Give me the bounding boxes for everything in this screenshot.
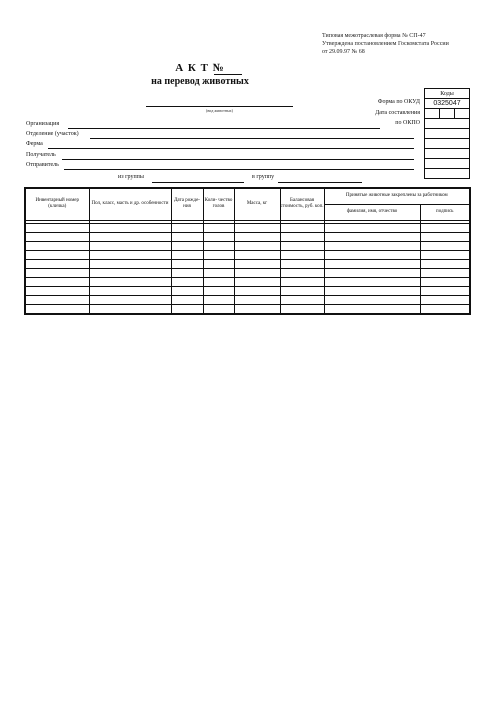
table-cell[interactable] bbox=[420, 259, 470, 268]
table-cell[interactable] bbox=[234, 259, 280, 268]
table-cell[interactable] bbox=[203, 295, 234, 304]
table-cell[interactable] bbox=[25, 250, 89, 259]
table-cell[interactable] bbox=[324, 286, 420, 295]
table-cell[interactable] bbox=[280, 268, 324, 277]
table-row bbox=[25, 250, 470, 259]
from-group-label: из группы bbox=[118, 174, 144, 180]
table-cell[interactable] bbox=[280, 304, 324, 314]
table-row bbox=[25, 277, 470, 286]
from-group-field[interactable] bbox=[152, 182, 244, 183]
table-cell[interactable] bbox=[234, 268, 280, 277]
table-cell[interactable] bbox=[171, 250, 203, 259]
table-row bbox=[25, 304, 470, 314]
animal-type-caption: (вид животных) bbox=[205, 108, 234, 113]
document-title: А К Т № bbox=[175, 62, 225, 74]
table-cell[interactable] bbox=[25, 286, 89, 295]
table-cell[interactable] bbox=[25, 232, 89, 241]
farm-field[interactable] bbox=[48, 148, 414, 149]
col-name-header: фамилия, имя, отчество bbox=[324, 204, 420, 220]
table-row bbox=[25, 223, 470, 232]
col-signature-header: подпись bbox=[420, 204, 470, 220]
table-cell[interactable] bbox=[203, 250, 234, 259]
department-field[interactable] bbox=[90, 138, 414, 139]
okud-label: Форма по ОКУД bbox=[377, 99, 420, 105]
table-cell[interactable] bbox=[89, 241, 171, 250]
table-row bbox=[25, 232, 470, 241]
table-cell[interactable] bbox=[324, 241, 420, 250]
act-number-field[interactable] bbox=[214, 74, 242, 75]
table-cell[interactable] bbox=[171, 286, 203, 295]
col-sex-header: Пол, класс, масть и др. особенности bbox=[89, 188, 171, 220]
table-cell[interactable] bbox=[25, 277, 89, 286]
table-cell[interactable] bbox=[234, 286, 280, 295]
department-label: Отделение (участок) bbox=[26, 131, 79, 137]
sender-label: Отправитель bbox=[26, 162, 59, 168]
code-cell-department[interactable] bbox=[425, 139, 470, 149]
table-cell[interactable] bbox=[280, 286, 324, 295]
table-cell[interactable] bbox=[89, 295, 171, 304]
table-cell[interactable] bbox=[324, 223, 420, 232]
to-group-label: в группу bbox=[252, 174, 275, 180]
table-cell[interactable] bbox=[203, 241, 234, 250]
table-cell[interactable] bbox=[89, 268, 171, 277]
table-cell[interactable] bbox=[89, 286, 171, 295]
table-cell[interactable] bbox=[25, 304, 89, 314]
table-cell[interactable] bbox=[420, 250, 470, 259]
table-cell[interactable] bbox=[203, 304, 234, 314]
table-cell[interactable] bbox=[89, 223, 171, 232]
table-cell[interactable] bbox=[234, 250, 280, 259]
form-approval-note bbox=[322, 32, 449, 56]
table-cell[interactable] bbox=[420, 241, 470, 250]
farm-label: Ферма bbox=[26, 141, 43, 147]
table-cell[interactable] bbox=[89, 277, 171, 286]
table-cell[interactable] bbox=[420, 304, 470, 314]
table-cell[interactable] bbox=[324, 277, 420, 286]
table-cell[interactable] bbox=[171, 295, 203, 304]
animal-type-field[interactable] bbox=[146, 106, 293, 107]
table-cell[interactable] bbox=[203, 223, 234, 232]
table-cell[interactable] bbox=[25, 259, 89, 268]
table-cell[interactable] bbox=[89, 259, 171, 268]
table-row bbox=[25, 268, 470, 277]
table-cell[interactable] bbox=[324, 259, 420, 268]
table-cell[interactable] bbox=[203, 232, 234, 241]
table-cell[interactable] bbox=[280, 277, 324, 286]
table-cell[interactable] bbox=[171, 268, 203, 277]
table-cell[interactable] bbox=[25, 223, 89, 232]
okpo-label: по ОКПО bbox=[395, 120, 420, 126]
code-cell-organization[interactable] bbox=[425, 129, 470, 139]
table-cell[interactable] bbox=[234, 295, 280, 304]
table-cell[interactable] bbox=[89, 304, 171, 314]
table-cell[interactable] bbox=[280, 295, 324, 304]
table-cell[interactable] bbox=[280, 259, 324, 268]
table-cell[interactable] bbox=[203, 268, 234, 277]
to-group-field[interactable] bbox=[278, 182, 362, 183]
table-cell[interactable] bbox=[171, 259, 203, 268]
table-cell[interactable] bbox=[420, 223, 470, 232]
table-cell[interactable] bbox=[203, 277, 234, 286]
okud-code: 0325047 bbox=[425, 99, 470, 109]
table-cell[interactable] bbox=[89, 250, 171, 259]
table-cell[interactable] bbox=[234, 232, 280, 241]
table-cell[interactable] bbox=[420, 232, 470, 241]
table-row bbox=[25, 295, 470, 304]
date-code-cell[interactable] bbox=[425, 109, 470, 119]
animals-table bbox=[24, 187, 471, 315]
table-cell[interactable] bbox=[171, 241, 203, 250]
table-cell[interactable] bbox=[324, 268, 420, 277]
date-label: Дата составления bbox=[375, 110, 420, 116]
table-cell[interactable] bbox=[324, 295, 420, 304]
table-cell[interactable] bbox=[234, 223, 280, 232]
col-mass-header: Масса, кг bbox=[234, 188, 280, 220]
table-cell[interactable] bbox=[280, 232, 324, 241]
table-cell[interactable] bbox=[280, 241, 324, 250]
table-cell[interactable] bbox=[171, 304, 203, 314]
col-qty-header: Коли- чество голов bbox=[203, 188, 234, 220]
table-cell[interactable] bbox=[420, 277, 470, 286]
table-cell[interactable] bbox=[234, 304, 280, 314]
sender-field[interactable] bbox=[64, 169, 414, 170]
table-row bbox=[25, 259, 470, 268]
table-cell[interactable] bbox=[171, 223, 203, 232]
col-inventory-header: Инвентарный номер (кличка) bbox=[25, 188, 89, 220]
recipient-label: Получатель bbox=[26, 152, 56, 158]
approval-line: Утверждена постановлением Госкомстата России bbox=[322, 41, 449, 47]
table-cell[interactable] bbox=[25, 295, 89, 304]
table-cell[interactable] bbox=[234, 277, 280, 286]
table-cell[interactable] bbox=[420, 286, 470, 295]
table-cell[interactable] bbox=[25, 241, 89, 250]
table-cell[interactable] bbox=[171, 277, 203, 286]
table-cell[interactable] bbox=[171, 232, 203, 241]
table-cell[interactable] bbox=[324, 232, 420, 241]
table-cell[interactable] bbox=[420, 268, 470, 277]
table-cell[interactable] bbox=[89, 232, 171, 241]
table-cell[interactable] bbox=[280, 223, 324, 232]
table-row bbox=[25, 241, 470, 250]
col-birth-header: Дата рожде- ния bbox=[171, 188, 203, 220]
recipient-field[interactable] bbox=[62, 159, 414, 160]
col-accepted-header: Принятые животные закреплены за работником bbox=[324, 188, 470, 204]
organization-field[interactable] bbox=[68, 128, 380, 129]
form-type-line: Типовая межотраслевая форма № СП-47 bbox=[322, 33, 426, 39]
organization-label: Организация bbox=[26, 121, 60, 127]
table-cell[interactable] bbox=[203, 286, 234, 295]
code-cell-sender[interactable] bbox=[425, 169, 470, 179]
okpo-code-cell[interactable] bbox=[425, 119, 470, 129]
code-cell-recipient[interactable] bbox=[425, 159, 470, 169]
approval-date-line: от 29.09.97 № 68 bbox=[322, 49, 365, 55]
table-cell[interactable] bbox=[234, 241, 280, 250]
table-row bbox=[25, 286, 470, 295]
table-cell[interactable] bbox=[324, 304, 420, 314]
code-cell-farm[interactable] bbox=[425, 149, 470, 159]
table-cell[interactable] bbox=[203, 259, 234, 268]
codes-title: Коды bbox=[425, 89, 470, 99]
table-cell[interactable] bbox=[324, 250, 420, 259]
document-subtitle: на перевод животных bbox=[151, 76, 249, 87]
col-value-header: Балансовая стоимость, руб. коп. bbox=[280, 188, 324, 220]
table-cell[interactable] bbox=[420, 295, 470, 304]
table-cell[interactable] bbox=[25, 268, 89, 277]
codes-box bbox=[424, 88, 470, 179]
table-cell[interactable] bbox=[280, 250, 324, 259]
